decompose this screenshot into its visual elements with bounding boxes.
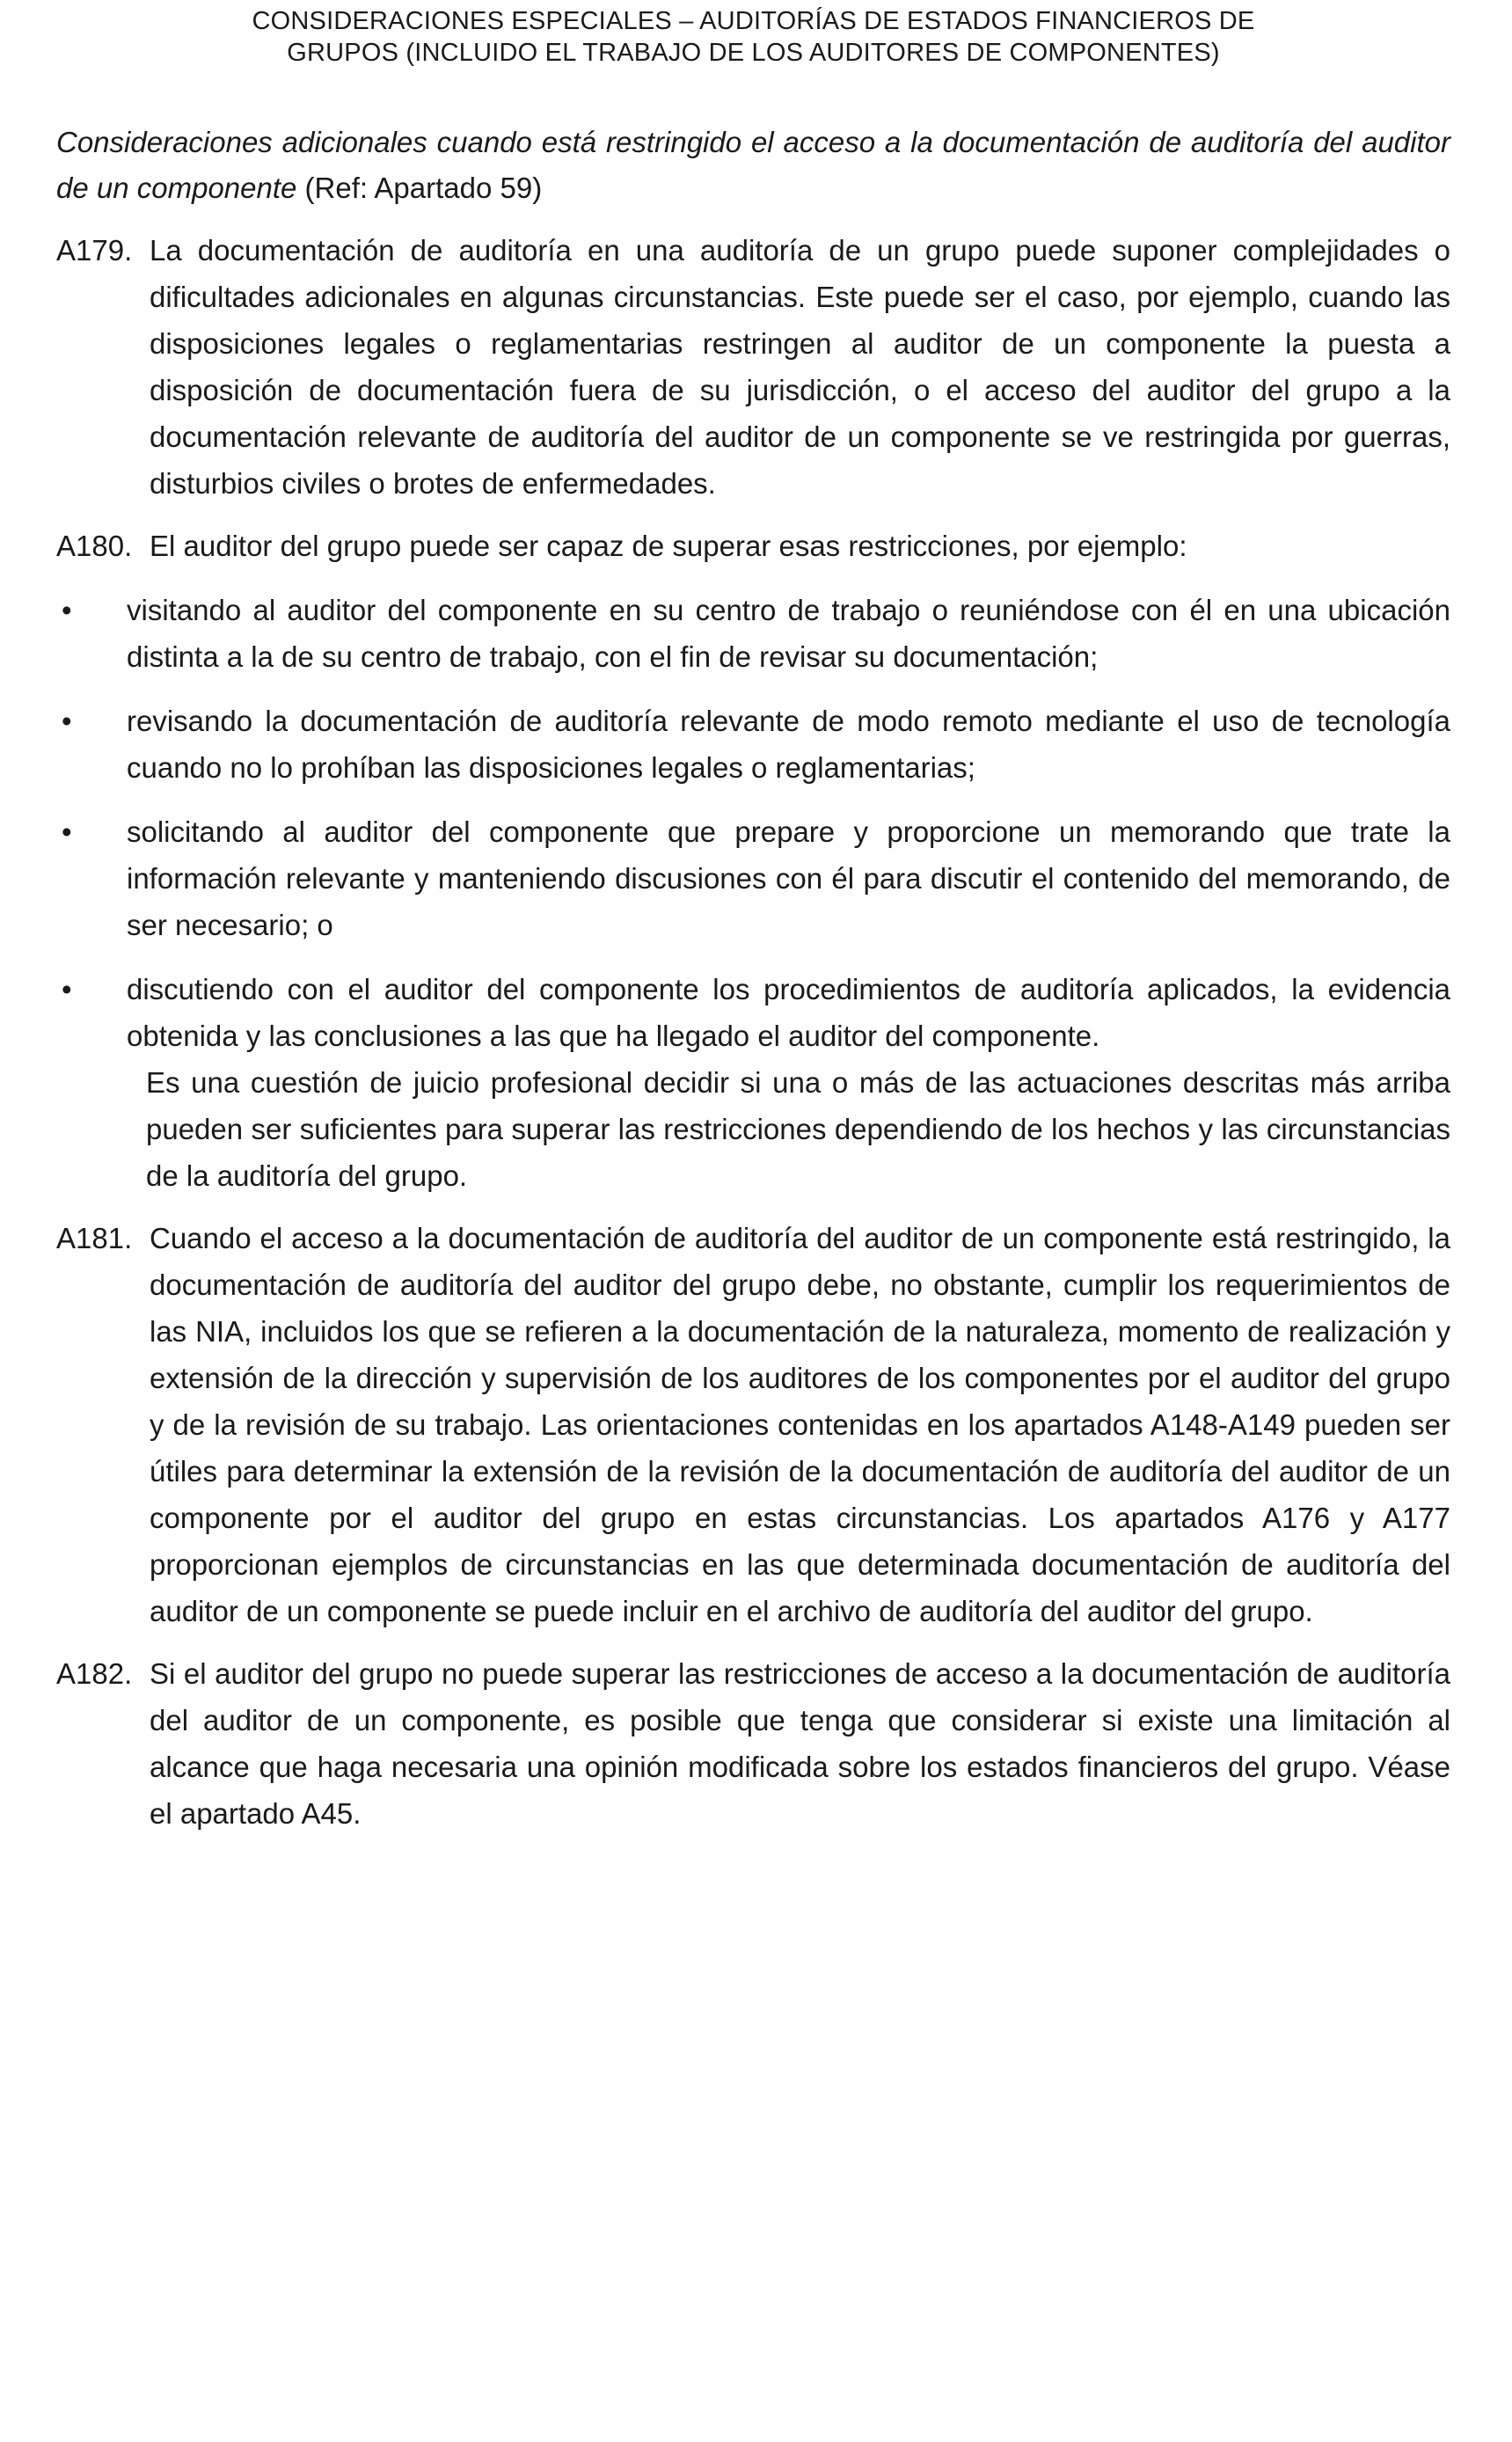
header-line-1: CONSIDERACIONES ESPECIALES – AUDITORÍAS DE ESTADOS FINANCIEROS DE [252,7,1255,35]
paragraph-number: A181. [56,1222,133,1254]
bullet-icon: • [62,594,72,626]
page-header [56,0,1450,69]
paragraph-a181 [56,1215,1450,1634]
bullet-text: discutiendo con el auditor del componente los procedimientos de auditoría aplicados, la evidencia obtenida y las conclusiones a las que ha llegado el auditor del componente. [127,973,1450,1052]
bullet-icon: • [62,973,72,1005]
paragraph-text: Si el auditor del grupo no puede superar las restricciones de acceso a la documentación de auditoría del auditor de un componente, es posible que tenga que considerar si existe una limitación al alcance que haga necesaria una opinión modificada sobre los estados financieros del grupo. Véase el apartado A45. [150,1657,1450,1830]
bullet-text: solicitando al auditor del componente que prepare y proporcione un memorando que trate la información relevante y manteniendo discusiones con él para discutir el contenido del memorando, de ser necesario; o [127,815,1450,941]
bullet-icon: • [62,815,72,848]
paragraph-a179 [56,227,1450,507]
bullet-text: visitando al auditor del componente en su centro de trabajo o reuniéndose con él en una ubicación distinta a la de su centro de trabajo, con el fin de revisar su documentación; [127,594,1450,673]
paragraph-a180 [56,523,1450,569]
list-item [56,698,1450,791]
list-item [56,966,1450,1059]
paragraph-continuation: Es una cuestión de juicio profesional decidir si una o más de las actuaciones descritas más arriba pueden ser suficientes para superar las restricciones dependiendo de los hechos y las circunstancias de la auditoría del grupo. [146,1066,1450,1192]
paragraph-a182 [56,1650,1450,1837]
paragraph-text: La documentación de auditoría en una auditoría de un grupo puede suponer complejidades o dificultades adicionales en algunas circunstancias. Este puede ser el caso, por ejemplo, cuando las disposiciones legales o reglamentarias restringen al auditor de un componente la puesta a disposición de documentación fuera de su jurisdicción, o el acceso del auditor del grupo a la documentación relevante de auditoría del auditor de un componente se ve restringida por guerras, disturbios civiles o brotes de enfermedades. [150,234,1450,500]
bullet-list [56,587,1450,1059]
list-item [56,808,1450,948]
paragraph-text: El auditor del grupo puede ser capaz de superar esas restricciones, por ejemplo: [150,530,1187,562]
list-item [56,587,1450,680]
paragraph-text: Cuando el acceso a la documentación de auditoría del auditor de un componente está restringido, la documentación de auditoría del auditor del grupo debe, no obstante, cumplir los requerimientos de las NIA, incluidos los que se refieren a la documentación de la naturaleza, momento de realización y extensión de la dirección y supervisión de los auditores de los componentes por el auditor del grupo y de la revisión de su trabajo. Las orientaciones contenidas en los apartados A148-A149 pueden ser útiles para determinar la extensión de la revisión de la documentación de auditoría del auditor de un componente por el auditor del grupo en estas circunstancias. Los apartados A176 y A177 proporcionan ejemplos de circunstancias en las que determinada documentación de auditoría del auditor de un componente se puede incluir en el archivo de auditoría del auditor del grupo. [150,1222,1450,1627]
section-heading-ref: (Ref: Apartado 59) [296,172,543,204]
section-heading-italic: Consideraciones adicionales cuando está restringido el acceso a la documentación de auditoría del auditor de un componente [56,126,1450,204]
header-line-2: GRUPOS (INCLUIDO EL TRABAJO DE LOS AUDITORES DE COMPONENTES) [287,39,1220,67]
section-heading [56,120,1450,211]
paragraph-number: A180. [56,530,133,562]
paragraph-number: A179. [56,234,133,267]
bullet-text: revisando la documentación de auditoría relevante de modo remoto mediante el uso de tecnología cuando no lo prohíban las disposiciones legales o reglamentarias; [127,705,1450,784]
bullet-icon: • [62,705,72,737]
paragraph-number: A182. [56,1657,133,1690]
